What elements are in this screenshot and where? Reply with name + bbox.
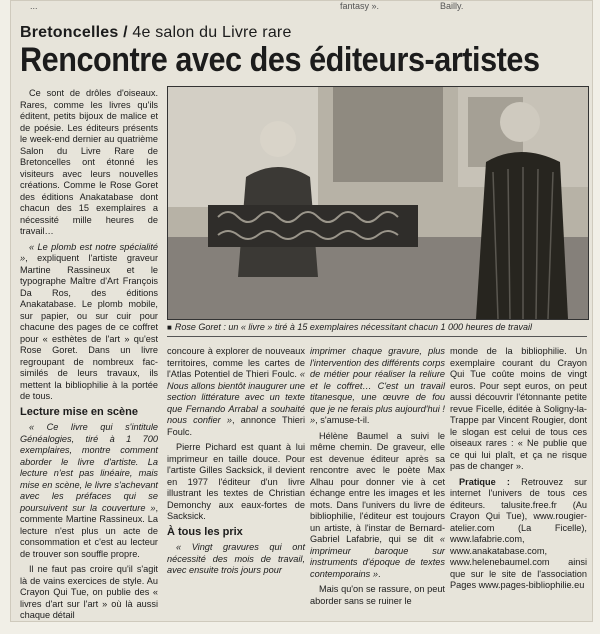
col2-paragraph-3: [167, 542, 305, 577]
col1-paragraph-3: [20, 422, 158, 560]
article-column-4: [450, 346, 587, 596]
col1-paragraph-4: Il ne faut pas croire qu'il s'agit là de vains exercices de style. Au Crayon Qui Tue, on publie des « livres d'art sur l'art » où là aussi chaque détail: [20, 564, 158, 620]
kicker-event: 4e salon du Livre rare: [132, 24, 292, 41]
col2-quote-1: « Nous allons bientôt inaugurer une section littérature avec un texte que Fernando Arrabal a souhaité nous confier »: [167, 369, 305, 425]
col3-text-2: Hélène Baumel a suivi le même chemin. De graveur, elle est devenue éditeur après sa rencontre avec le poète Max Alhau pour donner vie à cet échange entre les images et les mots. Dans l'univers du livre de bibliophilie, l'éditeur est toujours un artiste, à l'instar de Bernard-Gabriel Lafabrie, qui se dit: [310, 430, 445, 544]
previous-article-strip: [10, 0, 593, 14]
col1-paragraph-1: Ce sont de drôles d'oiseaux. Rares, comme les livres qu'ils éditent, petits bijoux de malice et de poésie. Les éditeurs présents le week-end dernier au quatrième Salon du Livre Rare de Bretoncelles ont étonné les visiteurs avec leurs nouvelles créations. Comme le Rose Goret des éditions Anakatabase dont chacun des 15 exemplaires a nécessité mille heures de travail…: [20, 88, 158, 236]
col1-paragraph-2: [20, 242, 158, 403]
col1-text-1: , expliquent l'artiste graveur Martine Rassineux et le typographe Maître d'Art François Da Ros, des éditions Anakatabase. Le plomb mobile, sur papier, ou sur cuir pour chacune des pages de ce coffret pour « esthètes de l'art » qu'est Rose Goret. Dans un livre regroupant de nombreux fac-similés de leurs travaux, ils mettent la bibliophilie à la portée de tous.: [20, 253, 158, 401]
photo-illustration: [168, 87, 588, 319]
col4-paragraph-1: monde de la bibliophilie. Un exemplaire courant du Crayon Qui Tue coûte moins de vingt euros. Pour sept euros, on peut aussi découvrir l'étonnante petite revue Ficelle, éditée à Soligny-la-Trappe par Vincent Rougier, dont le slogan est celui de tous ces oiseaux rares : « Ne publie que ce qui lui plaît, et ça ne risque pas de changer ».: [450, 346, 587, 471]
col2-text-1: concoure à explorer de nouveaux territoires, comme les cartes de l'Atlas Potentiel de Thieri Foulc.: [167, 346, 305, 379]
col3-paragraph-2: [310, 431, 445, 581]
article-column-1: [20, 88, 158, 622]
col3-text-3: .: [377, 568, 381, 579]
col1-quote-1: « Le plomb est notre spécialité »: [20, 241, 158, 263]
caption-text: Rose Goret : un « livre » tiré à 15 exemplaires nécessitant chacun 1 000 heures de travail: [174, 322, 533, 332]
col3-paragraph-3: Mais qu'on se rassure, on peut aborder sans se ruiner le: [310, 584, 445, 606]
col3-quote-1: imprimer chaque gravure, plus l'intervention des différents corps de métier pour réaliser la reliure et le coffret… C'est un travail titanesque, une œuvre de fou que je ne ferais plus aujourd'hui ! »: [310, 346, 445, 425]
article-photo: [167, 86, 589, 320]
article-kicker: [20, 24, 292, 42]
article-headline: Rencontre avec des éditeurs-artistes: [20, 41, 540, 79]
subheading-lecture: Lecture mise en scène: [20, 405, 139, 418]
col1-text-2: , commente Martine Rassineux. La lecture n'est plus un acte de consommation et c'est au lecteur de trouver son souffle propre.: [20, 502, 158, 559]
strip-text-middle: fantasy ».: [340, 1, 380, 11]
caption-square-icon: ■: [167, 323, 172, 332]
col2-paragraph-1: [167, 346, 305, 438]
photo-caption: [167, 322, 587, 332]
caption-rule: [167, 336, 587, 337]
col4-paragraph-2: [450, 477, 587, 592]
col3-text-1: , s'amuse-t-il.: [315, 415, 370, 425]
article-column-2: [167, 346, 305, 581]
col3-paragraph-1: [310, 346, 445, 427]
subheading-prix: À tous les prix: [167, 525, 243, 538]
strip-text-right: Bailly.: [440, 1, 464, 11]
col3-quote-2: « imprimeur baroque sur instruments d'époque de textes contemporains »: [310, 534, 445, 579]
col1-quote-2: « Ce livre qui s'intitule Généalogies, tiré à 1 700 exemplaires, montre comment aborder le livre d'artiste. La lecture n'est pas linéaire, mais mise en scène, le livre s'achevant avec les préfaces qui se poursuivent sur la couverture »: [20, 422, 158, 513]
strip-text-left: ...: [30, 1, 38, 11]
col2-text-2: , annonce Thieri Foulc.: [167, 415, 305, 437]
practical-label: Pratique :: [459, 476, 510, 487]
kicker-place: Bretoncelles /: [20, 24, 128, 41]
col2-paragraph-2: Pierre Pichard est quant à lui imprimeur en taille douce. Pour l'artiste Gilles Sacksick, il devient en 1977 l'éditeur d'un livre illustrant les textes de Christian Demonchy aux eaux-fortes de Sacksick.: [167, 442, 305, 521]
article-column-3: [310, 346, 445, 611]
col2-quote-2: « Vingt gravures qui ont nécessité des mois de travail, avec ensuite trois jours pour: [167, 542, 305, 575]
newspaper-clipping: [10, 0, 593, 622]
practical-info: Retrouvez sur internet l'univers de tous ces éditeurs. talusite.free.fr (Au Crayon Qui Tue), www.rougier-atelier.com (La Ficelle), www.lafabrie.com, www.anakatabase.com, www.helenebaumel.com ainsi que sur le site de l'association Pages www.pages-bibliophilie.eu: [450, 476, 587, 590]
